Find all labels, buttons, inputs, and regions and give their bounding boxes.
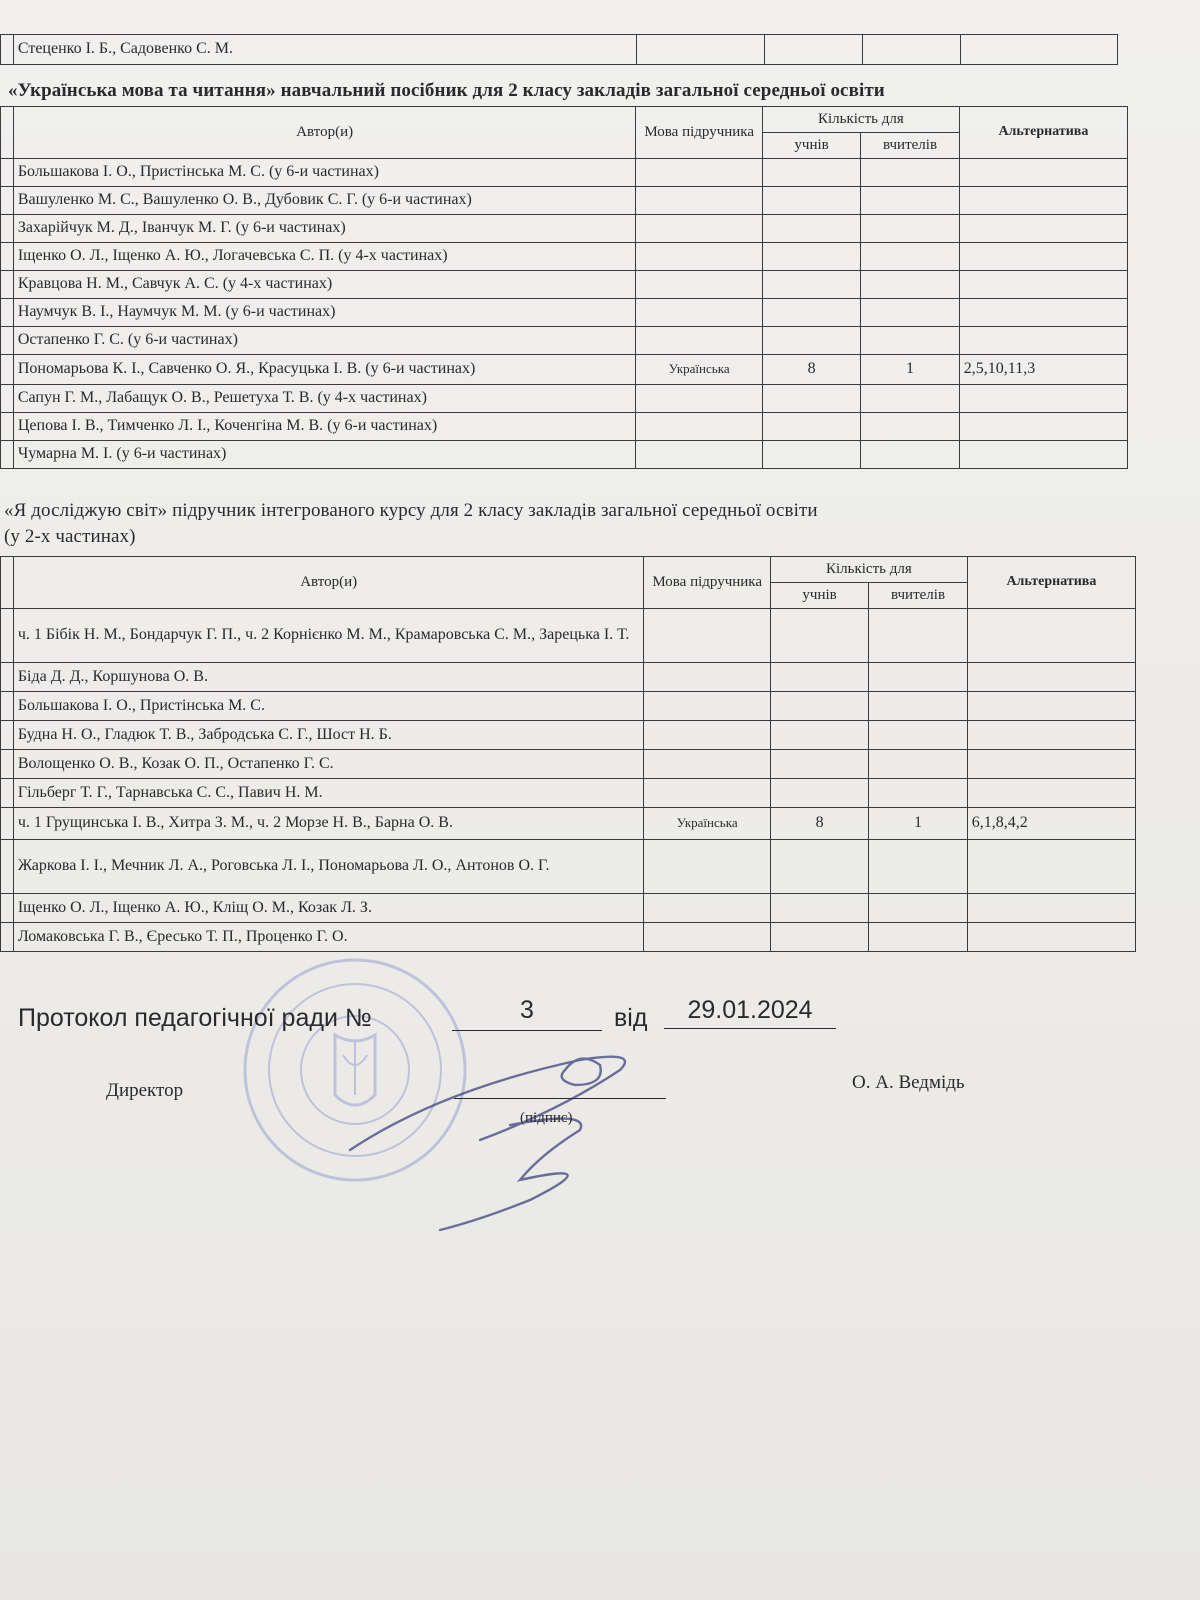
teachers-cell [869, 840, 968, 894]
header-quantity: Кількість для [762, 107, 959, 133]
teachers-cell [869, 750, 968, 779]
header-number-cell [1, 557, 14, 609]
teachers-cell [869, 923, 968, 952]
students-cell [770, 609, 868, 663]
table-row [1, 441, 1128, 469]
section-1-title: «Українська мова та читання» навчальний посібник для 2 класу закладів загальної середньої освіти [8, 80, 885, 101]
header-alternative: Альтернатива [967, 557, 1135, 609]
language-cell [644, 923, 770, 952]
teachers-cell [861, 243, 960, 271]
students-cell [762, 385, 860, 413]
header-teachers: вчителів [869, 583, 968, 609]
language-cell [636, 159, 762, 187]
table-row [1, 299, 1128, 327]
section-2-table [0, 556, 1136, 952]
author-cell: Будна Н. О., Гладюк Т. В., Забродська С. Г., Шост Н. Б. [13, 721, 644, 750]
language-cell [636, 299, 762, 327]
table-row [1, 327, 1128, 355]
language-cell [644, 721, 770, 750]
alternative-cell [959, 441, 1127, 469]
author-cell: Остапенко Г. С. (у 6-и частинах) [13, 327, 636, 355]
author-cell: Іщенко О. Л., Іщенко А. Ю., Кліщ О. М., Козак Л. З. [13, 894, 644, 923]
students-cell [762, 299, 860, 327]
language-cell [636, 441, 762, 469]
protocol-label: Протокол педагогічної ради № [18, 1004, 372, 1032]
row-number-cell [1, 441, 14, 469]
language-cell [636, 187, 762, 215]
alternative-cell: 2,5,10,11,3 [959, 355, 1127, 385]
table-row [1, 271, 1128, 299]
alternative-cell [967, 721, 1135, 750]
teachers-cell [861, 271, 960, 299]
row-number-cell [1, 327, 14, 355]
header-students: учнів [762, 133, 860, 159]
language-cell [644, 750, 770, 779]
table-header-row [1, 557, 1136, 583]
header-students: учнів [770, 583, 868, 609]
author-cell: Большакова І. О., Пристінська М. С. (у 6-и частинах) [13, 159, 636, 187]
header-quantity: Кількість для [770, 557, 967, 583]
row-number-cell [1, 692, 14, 721]
table-row [1, 894, 1136, 923]
teachers-cell: 1 [861, 355, 960, 385]
row-number-cell [1, 750, 14, 779]
students-cell [770, 894, 868, 923]
row-number-cell [1, 187, 14, 215]
author-cell: Волощенко О. В., Козак О. П., Остапенко Г. С. [13, 750, 644, 779]
row-number-cell [1, 413, 14, 441]
students-cell [770, 692, 868, 721]
table-row [1, 215, 1128, 243]
author-cell: Кравцова Н. М., Савчук А. С. (у 4-х частинах) [13, 271, 636, 299]
signature-icon [330, 1030, 660, 1260]
teachers-cell [861, 413, 960, 441]
table-row [1, 750, 1136, 779]
alternative-cell [967, 609, 1135, 663]
author-cell: Сапун Г. М., Лабащук О. В., Решетуха Т. В. (у 4-х частинах) [13, 385, 636, 413]
language-cell [636, 271, 762, 299]
teachers-cell [861, 385, 960, 413]
students-cell [762, 187, 860, 215]
language-cell [636, 385, 762, 413]
students-cell [762, 271, 860, 299]
row-number-cell [1, 271, 14, 299]
teachers-cell: 1 [869, 808, 968, 840]
teachers-cell [861, 299, 960, 327]
table-row [1, 35, 1118, 65]
students-cell: 8 [762, 355, 860, 385]
header-alternative: Альтернатива [959, 107, 1127, 159]
date-label: від [614, 1004, 648, 1032]
table-row [1, 187, 1128, 215]
teachers-cell [861, 187, 960, 215]
row-number-cell [1, 35, 14, 65]
row-number-cell [1, 779, 14, 808]
students-cell [770, 779, 868, 808]
alternative-cell [959, 299, 1127, 327]
table-row-selected [1, 808, 1136, 840]
language-cell [644, 840, 770, 894]
alternative-cell [967, 750, 1135, 779]
teachers-cell [869, 779, 968, 808]
language-cell [636, 413, 762, 441]
table-row [1, 721, 1136, 750]
table-row-selected [1, 355, 1128, 385]
author-cell: Жаркова І. І., Мечник Л. А., Роговська Л. І., Пономарьова Л. О., Антонов О. Г. [13, 840, 644, 894]
language-cell [644, 779, 770, 808]
teachers-cell [861, 159, 960, 187]
date-value: 29.01.2024 [687, 996, 813, 1024]
signature-underline [454, 1098, 666, 1099]
director-label: Директор [106, 1080, 184, 1101]
header-teachers: вчителів [861, 133, 960, 159]
author-cell: Цепова І. В., Тимченко Л. І., Коченгіна М. В. (у 6-и частинах) [13, 413, 636, 441]
row-number-cell [1, 609, 14, 663]
table-row [1, 923, 1136, 952]
teachers-cell [862, 35, 960, 65]
table-row [1, 609, 1136, 663]
row-number-cell [1, 159, 14, 187]
language-cell: Українська [644, 808, 770, 840]
author-cell: Біда Д. Д., Коршунова О. В. [13, 663, 644, 692]
alternative-cell [959, 271, 1127, 299]
alternative-cell [967, 663, 1135, 692]
row-number-cell [1, 385, 14, 413]
author-cell: Вашуленко М. С., Вашуленко О. В., Дубовик С. Г. (у 6-и частинах) [13, 187, 636, 215]
alternative-cell [959, 327, 1127, 355]
alternative-cell [959, 215, 1127, 243]
author-cell: Наумчук В. І., Наумчук М. М. (у 6-и частинах) [13, 299, 636, 327]
author-cell: Стеценко І. Б., Садовенко С. М. [13, 35, 636, 65]
teachers-cell [869, 609, 968, 663]
row-number-cell [1, 243, 14, 271]
alternative-cell [967, 779, 1135, 808]
author-cell: Большакова І. О., Пристінська М. С. [13, 692, 644, 721]
header-author: Автор(и) [13, 107, 636, 159]
table-row [1, 159, 1128, 187]
alternative-cell [959, 187, 1127, 215]
table-row [1, 413, 1128, 441]
header-language: Мова підручника [636, 107, 762, 159]
students-cell [770, 750, 868, 779]
table-row [1, 692, 1136, 721]
author-cell: Чумарна М. І. (у 6-и частинах) [13, 441, 636, 469]
teachers-cell [869, 894, 968, 923]
section-2-title-line-1: «Я досліджую світ» підручник інтегрованого курсу для 2 класу закладів загальної середньої освіти [4, 500, 818, 521]
language-cell [644, 894, 770, 923]
teachers-cell [861, 215, 960, 243]
row-number-cell [1, 299, 14, 327]
students-cell [762, 441, 860, 469]
alternative-cell: 6,1,8,4,2 [967, 808, 1135, 840]
students-cell [770, 923, 868, 952]
table-row [1, 243, 1128, 271]
row-number-cell [1, 808, 14, 840]
alternative-cell [959, 413, 1127, 441]
author-cell: ч. 1 Грущинська І. В., Хитра З. М., ч. 2 Морзе Н. В., Барна О. В. [13, 808, 644, 840]
students-cell [762, 243, 860, 271]
row-number-cell [1, 894, 14, 923]
students-cell [762, 215, 860, 243]
table-row [1, 840, 1136, 894]
alternative-cell [960, 35, 1117, 65]
students-cell [770, 663, 868, 692]
row-number-cell [1, 923, 14, 952]
alternative-cell [967, 840, 1135, 894]
students-cell [762, 327, 860, 355]
teachers-cell [869, 692, 968, 721]
table-row [1, 385, 1128, 413]
row-number-cell [1, 663, 14, 692]
language-cell [644, 663, 770, 692]
language-cell [636, 243, 762, 271]
header-author: Автор(и) [13, 557, 644, 609]
alternative-cell [967, 692, 1135, 721]
teachers-cell [861, 441, 960, 469]
teachers-cell [861, 327, 960, 355]
row-number-cell [1, 355, 14, 385]
students-cell [762, 159, 860, 187]
row-number-cell [1, 840, 14, 894]
alternative-cell [959, 159, 1127, 187]
language-cell: Українська [636, 355, 762, 385]
table-row [1, 779, 1136, 808]
teachers-cell [869, 721, 968, 750]
header-number-cell [1, 107, 14, 159]
author-cell: Ломаковська Г. В., Єресько Т. П., Проценко Г. О. [13, 923, 644, 952]
students-cell [762, 413, 860, 441]
table-row [1, 663, 1136, 692]
row-number-cell [1, 215, 14, 243]
header-language: Мова підручника [644, 557, 770, 609]
students-cell [770, 721, 868, 750]
director-name: О. А. Ведмідь [852, 1072, 965, 1093]
protocol-number: 3 [520, 996, 534, 1024]
language-cell [644, 692, 770, 721]
top-continuation-table [0, 34, 1118, 65]
author-cell: Пономарьова К. І., Савченко О. Я., Красуцька І. В. (у 6-и частинах) [13, 355, 636, 385]
language-cell [636, 35, 764, 65]
author-cell: ч. 1 Бібік Н. М., Бондарчук Г. П., ч. 2 Корнієнко М. М., Крамаровська С. М., Зарецька І. Т. [13, 609, 644, 663]
protocol-number-underline [452, 1030, 602, 1031]
language-cell [644, 609, 770, 663]
author-cell: Гільберг Т. Г., Тарнавська С. С., Павич Н. М. [13, 779, 644, 808]
language-cell [636, 327, 762, 355]
alternative-cell [959, 243, 1127, 271]
author-cell: Іщенко О. Л., Іщенко А. Ю., Логачевська С. П. (у 4-х частинах) [13, 243, 636, 271]
section-2-title-line-2: (у 2-х частинах) [4, 526, 136, 547]
row-number-cell [1, 721, 14, 750]
alternative-cell [959, 385, 1127, 413]
teachers-cell [869, 663, 968, 692]
author-cell: Захарійчук М. Д., Іванчук М. Г. (у 6-и частинах) [13, 215, 636, 243]
language-cell [636, 215, 762, 243]
table-header-row [1, 107, 1128, 133]
section-1-table [0, 106, 1128, 469]
students-cell: 8 [770, 808, 868, 840]
date-underline [664, 1028, 836, 1029]
students-cell [764, 35, 862, 65]
alternative-cell [967, 894, 1135, 923]
students-cell [770, 840, 868, 894]
signature-caption: (підпис) [520, 1110, 573, 1126]
alternative-cell [967, 923, 1135, 952]
